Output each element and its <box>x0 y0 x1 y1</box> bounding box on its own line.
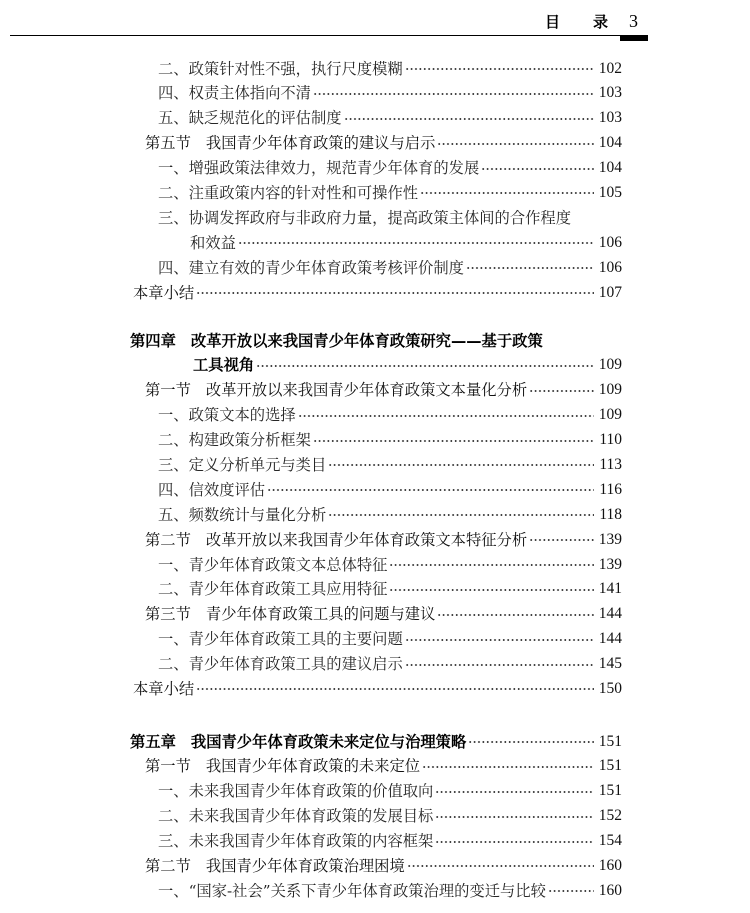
entry-page-number: 109 <box>598 381 622 399</box>
toc-entry <box>0 81 622 106</box>
entry-page-number: 106 <box>598 258 622 276</box>
entry-page-number: 150 <box>598 679 622 697</box>
toc-entry-line <box>0 206 622 231</box>
entry-page-number: 152 <box>598 807 622 825</box>
dot-leader <box>328 463 594 467</box>
entry-title: 五、频数统计与量化分析 <box>158 505 327 524</box>
entry-title: 四、建立有效的青少年体育政策考核评价制度 <box>158 258 464 277</box>
dot-leader <box>407 864 594 868</box>
entry-page-number: 107 <box>598 283 622 301</box>
toc-section-entry <box>0 602 622 627</box>
dot-leader <box>529 538 594 542</box>
entry-title: 本章小结 <box>133 679 195 698</box>
running-header-title: 目 录 <box>545 13 618 31</box>
section-label: 第一节 <box>145 757 191 776</box>
entry-title: 二、构建政策分析框架 <box>158 431 311 450</box>
entry-page-number: 145 <box>598 655 622 673</box>
toc-chapter-summary-entry <box>0 281 622 306</box>
chapter-title: 我国青少年体育政策未来定位与治理策略 <box>190 732 467 751</box>
entry-page-number: 104 <box>598 134 622 152</box>
entry-title: 改革开放以来我国青少年体育政策文本量化分析 <box>205 381 528 400</box>
toc-entry <box>0 478 622 503</box>
dot-leader <box>405 663 594 667</box>
dot-leader <box>435 790 594 794</box>
entry-title: 二、青少年体育政策工具的建议启示 <box>158 655 403 674</box>
entry-page-number: 139 <box>598 530 622 548</box>
toc-chapter-summary-entry <box>0 677 622 702</box>
toc-entry-multiline <box>0 206 622 256</box>
entry-title: 三、协调发挥政府与非政府力量，提高政策主体间的合作程度 <box>158 208 572 227</box>
entry-title: 一、“国家-社会”关系下青少年体育政策治理的变迁与比较 <box>158 881 546 900</box>
entry-page-number: 109 <box>598 356 622 374</box>
entry-page-number: 102 <box>598 59 622 77</box>
toc-entry-line <box>0 329 622 354</box>
section-label: 第五节 <box>145 134 191 153</box>
dot-leader <box>196 291 594 295</box>
toc-entry <box>0 804 622 829</box>
dot-leader <box>481 167 594 171</box>
toc-entry <box>0 57 622 82</box>
chapter-title: 改革开放以来我国青少年体育政策研究——基于政策 <box>190 331 543 350</box>
toc-entry <box>0 453 622 478</box>
entry-title: 本章小结 <box>133 283 195 302</box>
dot-leader <box>437 142 594 146</box>
section-label: 第二节 <box>145 530 191 549</box>
toc-entry <box>0 627 622 652</box>
entry-page-number: 104 <box>598 159 622 177</box>
chapter-label: 第五章 <box>130 732 176 751</box>
dot-leader <box>389 588 594 592</box>
dot-leader <box>313 439 594 443</box>
entry-page-number: 154 <box>598 832 622 850</box>
toc-chapter-entry <box>0 329 622 379</box>
entry-page-number: 109 <box>598 406 622 424</box>
toc-entry <box>0 181 622 206</box>
chapter-title-continued: 工具视角 <box>193 356 255 375</box>
toc-chapter-entry <box>0 730 622 755</box>
entry-title: 一、青少年体育政策工具的主要问题 <box>158 630 403 649</box>
toc-entry <box>0 779 622 804</box>
section-label: 第二节 <box>145 856 191 875</box>
section-label: 第一节 <box>145 381 191 400</box>
header-rule <box>10 35 648 36</box>
entry-title: 一、政策文本的选择 <box>158 406 296 425</box>
entry-title: 我国青少年体育政策的未来定位 <box>205 757 421 776</box>
toc-entry <box>0 256 622 281</box>
entry-page-number: 118 <box>599 505 622 523</box>
toc-entry-line <box>0 231 622 256</box>
header-bar <box>620 35 648 41</box>
toc-entry <box>0 879 622 904</box>
dot-leader <box>468 740 594 744</box>
entry-title: 三、定义分析单元与类目 <box>158 455 327 474</box>
entry-page-number: 151 <box>598 782 622 800</box>
toc-entry <box>0 829 622 854</box>
entry-page-number: 103 <box>598 109 622 127</box>
dot-leader <box>328 513 594 517</box>
toc-block <box>0 730 622 904</box>
toc-section-entry <box>0 378 622 403</box>
toc-entry <box>0 156 622 181</box>
dot-leader <box>196 687 594 691</box>
entry-page-number: 151 <box>598 757 622 775</box>
entry-page-number: 139 <box>598 555 622 573</box>
dot-leader <box>435 840 594 844</box>
entry-page-number: 103 <box>598 84 622 102</box>
section-label: 第三节 <box>145 605 191 624</box>
toc-entry <box>0 403 622 428</box>
entry-page-number: 110 <box>599 431 622 449</box>
dot-leader <box>313 92 594 96</box>
toc-entry <box>0 652 622 677</box>
toc-block <box>0 57 622 306</box>
entry-page-number: 141 <box>598 580 622 598</box>
dot-leader <box>420 191 594 195</box>
entry-title: 二、青少年体育政策工具应用特征 <box>158 580 388 599</box>
entry-page-number: 144 <box>598 630 622 648</box>
dot-leader <box>437 613 594 617</box>
entry-title: 四、权责主体指向不清 <box>158 84 311 103</box>
dot-leader <box>389 563 594 567</box>
entry-title: 四、信效度评估 <box>158 480 266 499</box>
entry-title-continued: 和效益 <box>190 233 236 252</box>
entry-page-number: 160 <box>598 881 622 899</box>
entry-page-number: 105 <box>598 183 622 201</box>
entry-page-number: 106 <box>598 233 622 251</box>
dot-leader <box>466 266 594 270</box>
toc-entry-line <box>0 353 622 378</box>
entry-title: 青少年体育政策工具的问题与建议 <box>205 605 436 624</box>
entry-title: 我国青少年体育政策治理困境 <box>205 856 405 875</box>
dot-leader <box>435 815 594 819</box>
entry-title: 我国青少年体育政策的建议与启示 <box>205 134 436 153</box>
entry-title: 二、注重政策内容的针对性和可操作性 <box>158 183 419 202</box>
entry-title: 二、未来我国青少年体育政策的发展目标 <box>158 807 434 826</box>
toc-section-entry <box>0 754 622 779</box>
dot-leader <box>344 117 594 121</box>
toc-entry <box>0 577 622 602</box>
entry-title: 二、政策针对性不强，执行尺度模糊 <box>158 59 403 78</box>
toc-entry <box>0 503 622 528</box>
entry-title: 五、缺乏规范化的评估制度 <box>158 109 342 128</box>
entry-page-number: 160 <box>598 856 622 874</box>
entry-page-number: 151 <box>598 732 622 750</box>
toc-entry <box>0 553 622 578</box>
toc-section-entry <box>0 854 622 879</box>
dot-leader <box>422 765 594 769</box>
dot-leader <box>267 488 594 492</box>
entry-page-number: 116 <box>599 480 622 498</box>
entry-title: 一、青少年体育政策文本总体特征 <box>158 555 388 574</box>
toc-section-entry <box>0 131 622 156</box>
dot-leader <box>256 364 594 368</box>
entry-page-number: 113 <box>599 455 622 473</box>
dot-leader <box>298 414 594 418</box>
entry-title: 改革开放以来我国青少年体育政策文本特征分析 <box>205 530 528 549</box>
running-header-page-number: 3 <box>629 11 638 31</box>
dot-leader <box>405 638 594 642</box>
toc-entry <box>0 428 622 453</box>
dot-leader <box>548 889 594 893</box>
dot-leader <box>238 241 594 245</box>
entry-page-number: 144 <box>598 605 622 623</box>
entry-title: 一、未来我国青少年体育政策的价值取向 <box>158 782 434 801</box>
entry-title: 三、未来我国青少年体育政策的内容框架 <box>158 832 434 851</box>
chapter-label: 第四章 <box>130 331 176 350</box>
toc-entry <box>0 106 622 131</box>
dot-leader <box>529 389 594 393</box>
entry-title: 一、增强政策法律效力，规范青少年体育的发展 <box>158 159 480 178</box>
toc-section-entry <box>0 528 622 553</box>
dot-leader <box>405 67 594 71</box>
toc-block <box>0 329 622 702</box>
